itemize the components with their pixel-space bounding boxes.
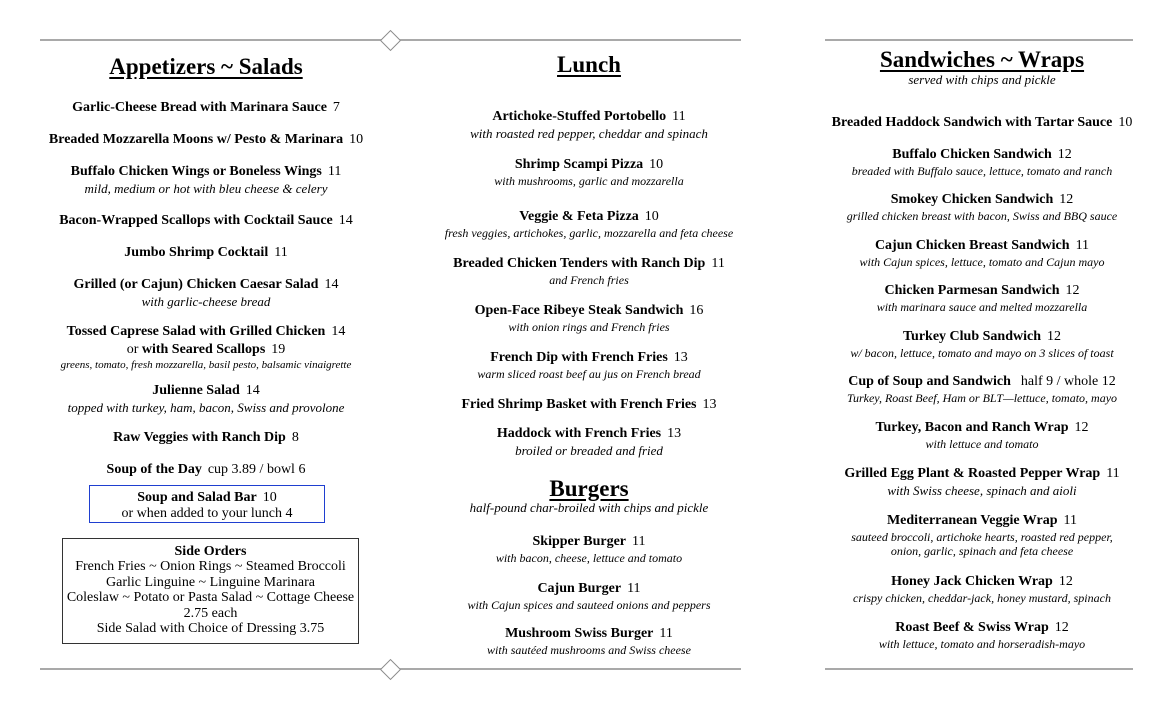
item-price: cup 3.89 / bowl 6 <box>207 462 306 477</box>
sandwiches-wraps-column <box>816 0 1148 709</box>
menu-item <box>420 425 758 457</box>
item-name: Skipper Burger <box>532 534 626 549</box>
item-description: with bacon, cheese, lettuce and tomato <box>495 551 683 565</box>
salad-bar-name: Soup and Salad Bar <box>137 490 257 505</box>
item-description: warm sliced roast beef au jus on French bread <box>477 367 701 381</box>
item-price: 12 <box>1074 420 1089 435</box>
item-name: Fried Shrimp Basket with French Fries <box>461 397 697 412</box>
item-description: with mushrooms, garlic and mozzarella <box>494 174 684 188</box>
menu-item <box>420 255 758 286</box>
item-description: topped with turkey, ham, bacon, Swiss and provolone <box>67 400 345 415</box>
item-name: Haddock with French Fries <box>496 426 662 441</box>
item-price: 12 <box>1058 574 1073 589</box>
item-description: with lettuce and tomato <box>925 437 1039 451</box>
item-price: 13 <box>702 397 717 412</box>
menu-item <box>40 323 372 371</box>
sandwiches-wraps-heading: Sandwiches ~ Wraps <box>879 47 1085 72</box>
menu-item <box>816 512 1148 557</box>
menu-item <box>40 461 372 477</box>
item-name: French Dip with French Fries <box>490 350 668 365</box>
item-description: with sautéed mushrooms and Swiss cheese <box>487 643 691 657</box>
side-orders-line: Coleslaw ~ Potato or Pasta Salad ~ Cottage Cheese <box>66 590 355 606</box>
menu-item <box>420 349 758 380</box>
item-name: Grilled (or Cajun) Chicken Caesar Salad <box>73 277 319 292</box>
appetizers-salads-column <box>40 0 372 709</box>
item-description: with Cajun spices, lettuce, tomato and Cajun mayo <box>859 255 1105 269</box>
soup-salad-bar-box <box>89 485 325 523</box>
menu-item <box>40 382 372 414</box>
item-name: Shrimp Scampi Pizza <box>514 157 644 172</box>
item-name: Garlic-Cheese Bread with Marinara Sauce <box>72 100 327 115</box>
menu-item <box>816 328 1148 359</box>
item-name: Open-Face Ribeye Steak Sandwich <box>474 303 684 318</box>
salad-bar-price: 10 <box>262 490 277 505</box>
item-price: 11 <box>327 164 342 179</box>
item-price: 12 <box>1054 620 1069 635</box>
item-name: Cajun Burger <box>537 581 622 596</box>
item-price: 13 <box>673 350 688 365</box>
item-price: 8 <box>291 430 299 445</box>
menu-item <box>420 625 758 656</box>
side-orders-line: 2.75 each <box>183 605 238 621</box>
menu-item <box>816 465 1148 497</box>
item-name: Cup of Soup and Sandwich <box>848 374 1011 389</box>
menu-item <box>420 156 758 187</box>
top-diamond-ornament <box>380 30 401 51</box>
item-price: 10 <box>649 157 664 172</box>
item-name: Veggie & Feta Pizza <box>519 209 639 224</box>
item-price: 12 <box>1046 329 1061 344</box>
menu-item <box>816 619 1148 650</box>
bottom-diamond-ornament <box>380 659 401 680</box>
item-price: 11 <box>274 245 288 260</box>
item-price: 14 <box>338 213 353 228</box>
side-orders-title: Side Orders <box>174 544 247 559</box>
item-description-line2: onion, garlic, spinach and feta cheese <box>890 544 1074 558</box>
item-name: Bacon-Wrapped Scallops with Cocktail Sauce <box>59 213 333 228</box>
item-description: Turkey, Roast Beef, Ham or BLT—lettuce, tomato, mayo <box>846 391 1118 405</box>
lunch-heading: Lunch <box>557 52 621 77</box>
menu-item <box>816 373 1148 404</box>
menu-item <box>40 244 372 260</box>
item-description: with Swiss cheese, spinach and aioli <box>887 483 1077 498</box>
item-description: with lettuce, tomato and horseradish-mayo <box>878 637 1086 651</box>
item-price: 14 <box>331 324 346 339</box>
item-description: with roasted red pepper, cheddar and spinach <box>470 126 708 141</box>
menu-item <box>420 208 758 239</box>
menu-item <box>420 108 758 140</box>
item-name: Buffalo Chicken Wings or Boneless Wings <box>70 164 322 179</box>
item-description: fresh veggies, artichokes, garlic, mozzarella and feta cheese <box>444 226 734 240</box>
menu-item <box>816 237 1148 268</box>
item-description: grilled chicken breast with bacon, Swiss and BBQ sauce <box>846 209 1118 223</box>
sandwiches-subtitle: served with chips and pickle <box>908 72 1056 87</box>
item-price: 7 <box>332 100 340 115</box>
item-alt-prefix: or <box>126 342 142 357</box>
item-description: broiled or breaded and fried <box>515 443 663 458</box>
item-description: and French fries <box>549 273 629 287</box>
item-description: mild, medium or hot with bleu cheese & celery <box>84 181 328 196</box>
item-price: 12 <box>1057 147 1072 162</box>
item-name: Breaded Mozzarella Moons w/ Pesto & Marinara <box>48 132 344 147</box>
item-description: crispy chicken, cheddar-jack, honey mustard, spinach <box>853 591 1111 605</box>
menu-item <box>816 114 1148 130</box>
item-alt-price: 19 <box>271 342 286 357</box>
side-orders-box <box>62 538 359 644</box>
item-name: Chicken Parmesan Sandwich <box>884 283 1060 298</box>
item-description: with onion rings and French fries <box>508 320 670 334</box>
menu-item <box>816 419 1148 450</box>
appetizers-salads-heading: Appetizers ~ Salads <box>109 54 303 79</box>
item-description: breaded with Buffalo sauce, lettuce, tomato and ranch <box>851 164 1113 178</box>
item-price: 11 <box>711 256 725 271</box>
item-price: 11 <box>1063 513 1078 528</box>
item-name: Grilled Egg Plant & Roasted Pepper Wrap <box>844 466 1101 481</box>
salad-bar-note: or when added to your lunch 4 <box>121 506 293 522</box>
item-price: 12 <box>1059 192 1074 207</box>
menu-item <box>40 163 372 195</box>
item-price: 14 <box>324 277 339 292</box>
item-name: Buffalo Chicken Sandwich <box>892 147 1052 162</box>
item-name: Breaded Chicken Tenders with Ranch Dip <box>453 256 706 271</box>
menu-item <box>40 212 372 228</box>
menu-item <box>40 99 372 115</box>
menu-item <box>420 533 758 564</box>
item-description: sauteed broccoli, artichoke hearts, roasted red pepper, <box>851 530 1113 544</box>
menu-item <box>40 131 372 147</box>
item-name: Smokey Chicken Sandwich <box>890 192 1054 207</box>
item-price: 11 <box>627 581 641 596</box>
item-price: 11 <box>632 534 646 549</box>
item-price: 16 <box>689 303 704 318</box>
item-description: with Cajun spices and sauteed onions and peppers <box>467 598 711 612</box>
menu-item <box>816 573 1148 604</box>
burgers-heading: Burgers <box>549 476 629 501</box>
side-orders-line: Garlic Linguine ~ Linguine Marinara <box>106 574 315 590</box>
item-name: Honey Jack Chicken Wrap <box>891 574 1053 589</box>
item-name: Tossed Caprese Salad with Grilled Chicken <box>66 324 326 339</box>
item-name: Cajun Chicken Breast Sandwich <box>874 238 1070 253</box>
item-name: Jumbo Shrimp Cocktail <box>124 245 269 260</box>
item-name: Turkey, Bacon and Ranch Wrap <box>875 420 1069 435</box>
item-price: 13 <box>667 426 682 441</box>
item-name: Turkey Club Sandwich <box>903 329 1041 344</box>
item-price: 10 <box>349 132 364 147</box>
menu-item <box>40 276 372 308</box>
item-alt-name: with Seared Scallops <box>141 342 266 357</box>
item-description: w/ bacon, lettuce, tomato and mayo on 3 slices of toast <box>850 346 1114 360</box>
item-price: 12 <box>1065 283 1080 298</box>
item-price: 10 <box>1118 115 1133 130</box>
menu-item <box>420 396 758 412</box>
item-name: Julienne Salad <box>152 383 240 398</box>
item-description: with marinara sauce and melted mozzarella <box>876 300 1088 314</box>
burgers-subtitle: half-pound char-broiled with chips and pickle <box>469 500 709 515</box>
menu-item <box>420 302 758 333</box>
lunch-column <box>420 0 758 709</box>
item-price: 11 <box>672 109 686 124</box>
item-name: Raw Veggies with Ranch Dip <box>113 430 286 445</box>
item-price: 11 <box>659 626 673 641</box>
menu-item <box>420 580 758 611</box>
menu-item <box>40 429 372 445</box>
item-name: Breaded Haddock Sandwich with Tartar Sauce <box>831 115 1113 130</box>
item-price: 10 <box>644 209 659 224</box>
item-name: Mediterranean Veggie Wrap <box>886 513 1058 528</box>
item-description: with garlic-cheese bread <box>141 294 271 309</box>
side-orders-line: Side Salad with Choice of Dressing 3.75 <box>96 620 325 636</box>
item-name: Mushroom Swiss Burger <box>505 626 654 641</box>
menu-item <box>816 146 1148 177</box>
menu-item <box>816 191 1148 222</box>
item-description: greens, tomato, fresh mozzarella, basil pesto, balsamic vinaigrette <box>60 359 352 371</box>
item-name: Soup of the Day <box>106 462 202 477</box>
item-price: 11 <box>1075 238 1090 253</box>
item-name: Artichoke-Stuffed Portobello <box>492 109 667 124</box>
item-price: half 9 / whole 12 <box>1020 374 1116 389</box>
side-orders-line: French Fries ~ Onion Rings ~ Steamed Broccoli <box>75 559 346 575</box>
item-price: 11 <box>1106 466 1120 481</box>
item-name: Roast Beef & Swiss Wrap <box>895 620 1049 635</box>
item-price: 14 <box>245 383 260 398</box>
menu-item <box>816 282 1148 313</box>
